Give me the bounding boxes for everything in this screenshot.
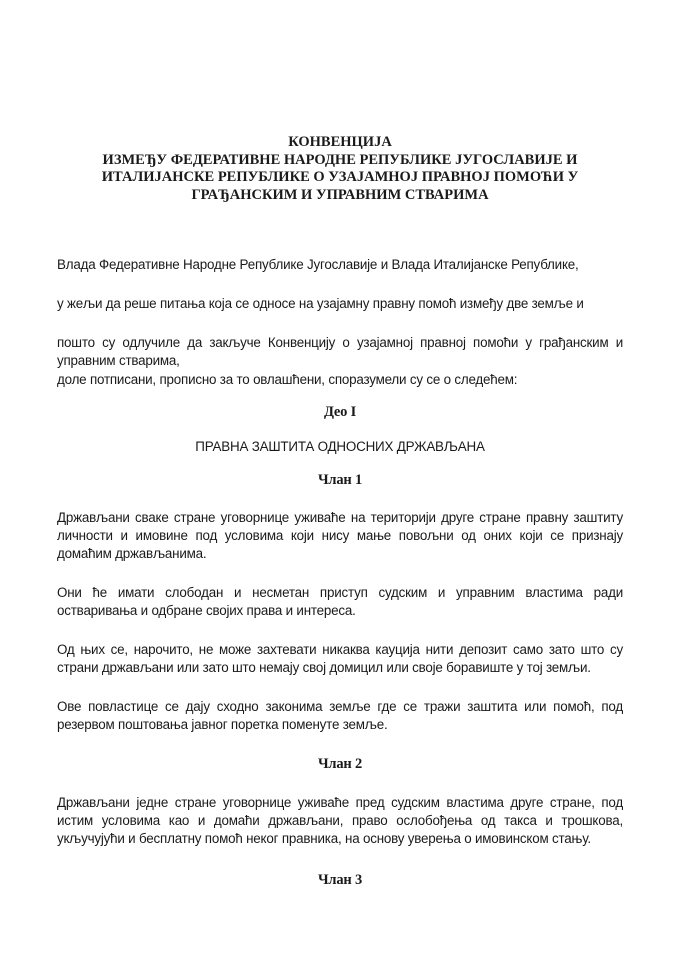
article-2-paragraph: Држављани једне стране уговорнице уживаће пред судским властима друге стране, под истим условима као и домаћи држављани, право ослобођења од такса и трошкова, укључујући и бесплатну помоћ неког правника, на основу уверења о имовинском стању. [57, 795, 623, 846]
title-line: ИТАЛИЈАНСКЕ РЕПУБЛИКЕ О УЗАЈАМНОЈ ПРАВНОЈ ПОМОЋИ У [101, 169, 579, 186]
part-heading: ПРАВНА ЗАШТИТА ОДНОСНИХ ДРЖАВЉАНА [195, 439, 485, 454]
document-title [40, 134, 640, 205]
article-1-label: Члан 1 [317, 472, 363, 488]
article-3-label: Члан 3 [317, 872, 363, 888]
part-label: Део I [323, 404, 357, 420]
article-1-paragraph: Они ће имати слободан и несметан приступ судским и управним властима ради остваривања и одбране својих права и интереса. [57, 585, 623, 618]
article-1-paragraph: Ове повластице се дају сходно законима земље где се тражи заштита или помоћ, под резервом поштовања јавног поретка поменуте земље. [57, 699, 623, 732]
title-line: ГРАЂАНСКИМ И УПРАВНИМ СТВАРИМА [191, 187, 489, 204]
article-1-paragraph: Од њих се, нарочито, не може захтевати никаква кауција нити депозит само зато што су страни држављани или зато што немају свој домицил или своје боравиште у тој земљи. [57, 642, 623, 675]
article-1-paragraph: Држављани сваке стране уговорнице уживаће на територији друге стране правну заштиту личности и имовине под условима који нису мање повољни од оних који се признају домаћим држављанима. [57, 510, 623, 561]
preamble-paragraph: у жељи да реше питања која се односе на узајамну правну помоћ између две земље и [57, 296, 584, 311]
preamble-paragraph: пошто су одлучиле да закључе Конвенцију о узајамној правној помоћи у грађанским и управним стварима, [57, 335, 623, 368]
preamble-paragraph: Влада Федеративне Народне Републике Југославије и Влада Италијанске Републике, [57, 257, 579, 272]
title-line: КОНВЕНЦИЈА [288, 134, 392, 150]
preamble-paragraph: доле потписани, прописно за то овлашћени, споразумели су се о следећем: [57, 372, 518, 387]
title-line: ИЗМЕЂУ ФЕДЕРАТИВНЕ НАРОДНЕ РЕПУБЛИКЕ ЈУГОСЛАВИЈЕ И [102, 151, 578, 168]
article-2-label: Члан 2 [317, 756, 363, 772]
